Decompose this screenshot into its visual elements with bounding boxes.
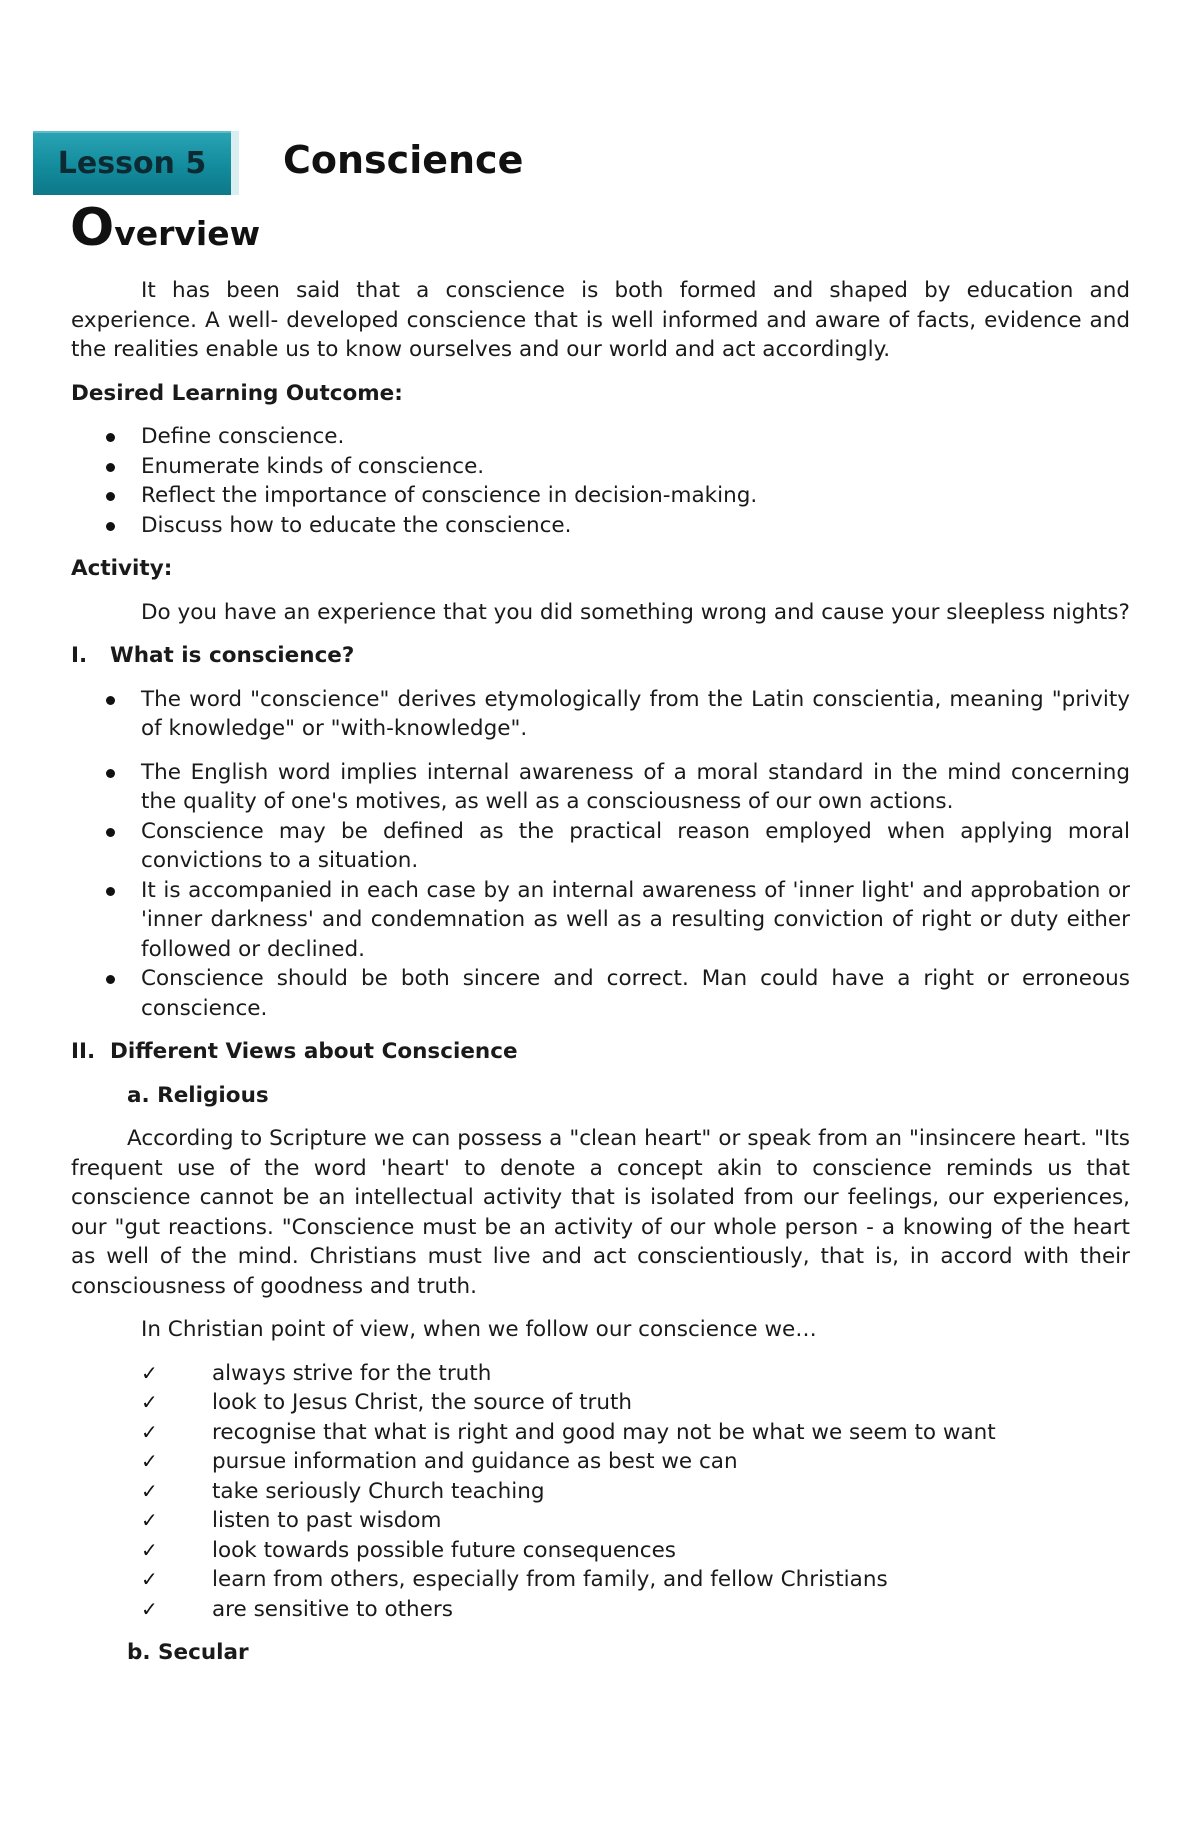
document-body (71, 276, 1130, 1682)
section-1-list (71, 685, 1130, 1024)
list-item (71, 1388, 1130, 1418)
list-item (71, 1418, 1130, 1448)
section-1-text: Conscience should be both sincere and correct. Man could have a right or erroneous conscience. (141, 966, 1130, 1021)
list-item (71, 685, 1130, 744)
bullet-icon (106, 433, 115, 442)
check-text: always strive for the truth (212, 1360, 492, 1386)
lesson-label: Lesson 5 (57, 145, 207, 181)
bullet-icon (106, 828, 115, 837)
checkmark-icon: ✓ (141, 1537, 158, 1562)
list-item (71, 1595, 1130, 1625)
section-1-number: I. (71, 643, 88, 668)
secular-heading: b. Secular (127, 1640, 249, 1665)
checkmark-icon: ✓ (141, 1419, 158, 1444)
checkmark-icon: ✓ (141, 1390, 158, 1414)
bullet-icon (106, 975, 115, 984)
list-item (71, 1565, 1130, 1595)
list-item (71, 758, 1130, 817)
checkmark-icon: ✓ (141, 1360, 158, 1385)
check-text: look to Jesus Christ, the source of truth (212, 1390, 633, 1415)
check-text: recognise that what is right and good may not be what we seem to want (212, 1419, 996, 1445)
check-text: learn from others, especially from family, and fellow Christians (212, 1567, 888, 1592)
list-item (71, 1536, 1130, 1566)
checkmark-icon: ✓ (141, 1478, 158, 1503)
section-1-text: It is accompanied in each case by an internal awareness of 'inner light' and approbation or 'inner darkness' and condemnation as well as a resulting conviction of right or duty either followed or declined. (141, 877, 1130, 962)
checkmark-icon: ✓ (141, 1596, 158, 1621)
list-item (71, 1359, 1130, 1389)
outcomes-list (71, 422, 1130, 540)
outcome-text: Define conscience. (141, 424, 345, 449)
section-1-title: What is conscience? (110, 643, 355, 668)
overview-drop-letter: O (70, 198, 115, 258)
overview-paragraph: It has been said that a conscience is both formed and shaped by education and experience. A well- developed conscience that is well informed and aware of facts, evidence and the realities enable us to know ourselves and our world and act accordingly. (71, 278, 1130, 362)
religious-lead: In Christian point of view, when we follow our conscience we… (141, 1317, 817, 1342)
religious-heading: a. Religious (127, 1082, 269, 1108)
bullet-icon (106, 463, 115, 472)
overview-heading (70, 198, 261, 258)
check-text: pursue information and guidance as best we can (212, 1449, 738, 1474)
checkmark-icon: ✓ (141, 1567, 158, 1591)
bullet-icon (106, 522, 115, 531)
section-2-title: Different Views about Conscience (110, 1039, 518, 1064)
religious-paragraph: According to Scripture we can possess a "clean heart" or speak from an "insincere heart. "Its frequent use of the word 'heart' to denote a concept akin to conscience reminds us that conscience cannot be an intellectual activity that is isolated from our feelings, our experiences, our "gut reactions. "Conscience must be an activity of our whole person - a knowing of the heart as well of the mind. Christians must live and act conscientiously, that is, in accord with their consciousness of goodness and truth. (71, 1126, 1130, 1299)
list-item (71, 1447, 1130, 1477)
outcomes-heading: Desired Learning Outcome: (71, 380, 403, 406)
bullet-icon (106, 696, 115, 705)
bullet-icon (106, 887, 115, 896)
section-1-text: The word "conscience" derives etymologically from the Latin conscientia, meaning "privity of knowledge" or "with-knowledge". (141, 686, 1130, 741)
section-1-heading (71, 641, 1130, 671)
list-item (71, 452, 1130, 482)
list-item (71, 1477, 1130, 1507)
activity-question: Do you have an experience that you did something wrong and cause your sleepless nights? (141, 599, 1130, 625)
bullet-icon (106, 769, 115, 778)
list-item (71, 511, 1130, 541)
lesson-title: Conscience (283, 138, 524, 182)
religious-checklist (71, 1359, 1130, 1625)
lesson-number-badge (33, 131, 239, 195)
outcome-text: Discuss how to educate the conscience. (141, 512, 572, 538)
list-item (71, 964, 1130, 1023)
activity-heading: Activity: (71, 556, 173, 581)
check-text: take seriously Church teaching (212, 1478, 545, 1504)
check-text: listen to past wisdom (212, 1508, 442, 1533)
list-item (71, 422, 1130, 452)
outcome-text: Enumerate kinds of conscience. (141, 453, 485, 479)
section-2-number: II. (71, 1039, 96, 1064)
section-1-text: Conscience may be defined as the practical reason employed when applying moral convictions to a situation. (141, 818, 1130, 873)
checkmark-icon: ✓ (141, 1449, 158, 1473)
checkmark-icon: ✓ (141, 1508, 158, 1532)
list-item (71, 817, 1130, 876)
list-item (71, 481, 1130, 511)
check-text: are sensitive to others (212, 1596, 453, 1622)
check-text: look towards possible future consequences (212, 1537, 677, 1563)
bullet-icon (106, 492, 115, 501)
overview-heading-rest: verview (114, 214, 261, 253)
list-item (71, 1506, 1130, 1536)
section-1-text: The English word implies internal awareness of a moral standard in the mind concerning the quality of one's motives, as well as a consciousness of our own actions. (141, 759, 1130, 814)
section-2-heading (71, 1037, 1130, 1067)
list-item (71, 876, 1130, 965)
outcome-text: Reflect the importance of conscience in decision-making. (141, 483, 758, 508)
